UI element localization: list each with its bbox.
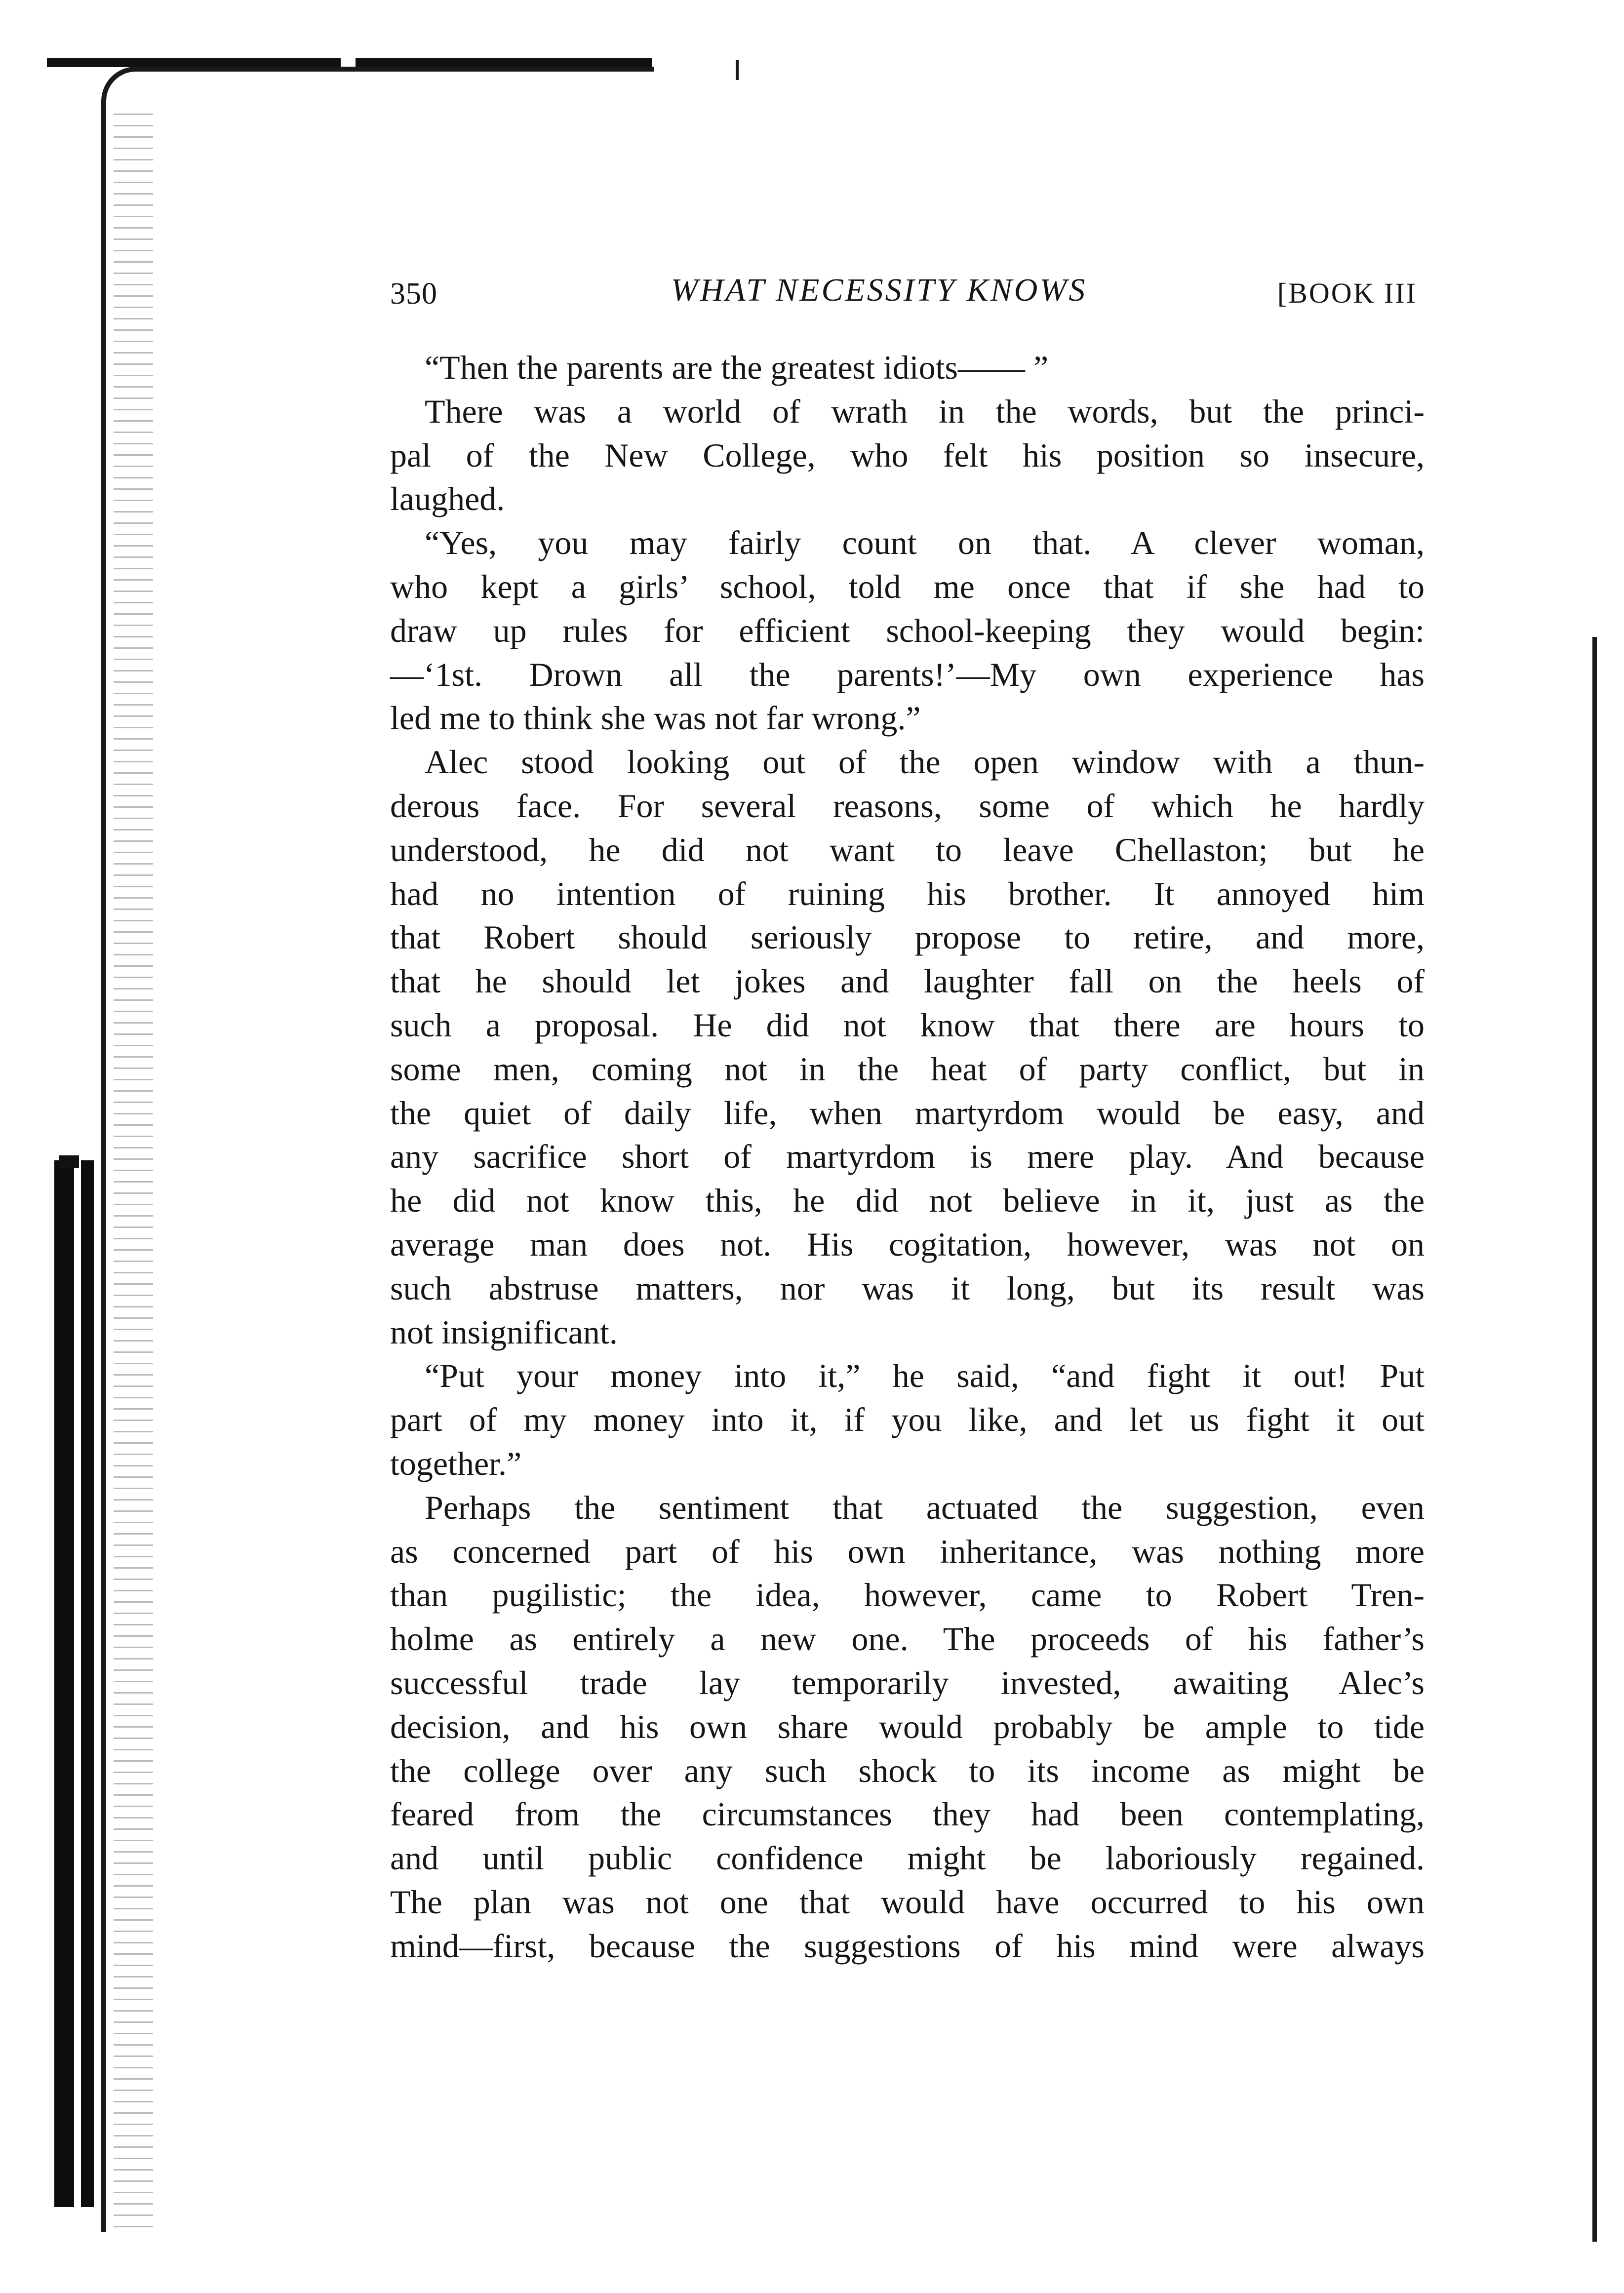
text-line: any sacrifice short of martyrdom is mere play. And because (390, 1138, 1425, 1176)
text-line: the quiet of daily life, when martyrdom would be easy, and (390, 1094, 1425, 1132)
scan-edge-right (1592, 637, 1597, 2242)
scan-edge-gap (341, 58, 356, 67)
text-line: feared from the circumstances they had been contemplating, (390, 1795, 1425, 1833)
text-line: such a proposal. He did not know that there are hours to (390, 1006, 1425, 1044)
text-line: Perhaps the sentiment that actuated the suggestion, even (425, 1488, 1425, 1526)
running-title: WHAT NECESSITY KNOWS (671, 272, 1087, 308)
text-line: Alec stood looking out of the open window with a thun- (425, 743, 1425, 781)
text-line: than pugilistic; the idea, however, came to Robert Tren- (390, 1576, 1425, 1614)
text-line: he did not know this, he did not believe in it, just as the (390, 1182, 1425, 1220)
text-line: had no intention of ruining his brother. It annoyed him (390, 874, 1425, 912)
text-line: as concerned part of his own inheritance, was nothing more (390, 1532, 1425, 1570)
scan-edge-corner (101, 67, 654, 126)
text-line: —‘1st. Drown all the parents!’—My own experience has (390, 655, 1425, 693)
text-line: decision, and his own share would probably be ample to tide (390, 1707, 1425, 1745)
text-line: successful trade lay temporarily invested, awaiting Alec’s (390, 1663, 1425, 1701)
book-label: [BOOK III (1277, 277, 1417, 309)
text-line: The plan was not one that would have occurred to his own (390, 1883, 1425, 1921)
text-line: “Yes, you may fairly count on that. A clever woman, (425, 524, 1425, 562)
text-line: mind—first, because the suggestions of his mind were always (390, 1927, 1425, 1965)
text-line: “Put your money into it,” he said, “and fight it out! Put (425, 1357, 1425, 1395)
page-number: 350 (390, 277, 437, 311)
text-line: not insignificant. (390, 1313, 618, 1351)
text-line: “Then the parents are the greatest idiots—— ” (425, 349, 1049, 386)
scan-edge-left (101, 114, 106, 2232)
text-line: pal of the New College, who felt his position so insecure, (390, 436, 1425, 474)
text-line: holme as entirely a new one. The proceeds of his father’s (390, 1620, 1425, 1658)
text-line: There was a world of wrath in the words, but the princi- (425, 392, 1425, 430)
scan-speckle-left (114, 114, 153, 2232)
text-line: that Robert should seriously propose to retire, and more, (390, 918, 1425, 956)
text-line: part of my money into it, if you like, and let us fight it out (390, 1401, 1425, 1439)
scan-binding-gap (74, 1160, 81, 2207)
text-line: together.” (390, 1444, 522, 1482)
scan-binding-mark (59, 1155, 79, 1168)
text-line: that he should let jokes and laughter fall on the heels of (390, 962, 1425, 1000)
text-line: the college over any such shock to its income as might be (390, 1751, 1425, 1789)
text-line: laughed. (390, 480, 505, 518)
text-line: draw up rules for efficient school-keeping they would begin: (390, 611, 1425, 649)
text-line: and until public confidence might be laboriously regained. (390, 1839, 1425, 1877)
page-header (390, 262, 1427, 316)
scan-mark (736, 60, 739, 80)
text-line: who kept a girls’ school, told me once that if she had to (390, 567, 1425, 605)
text-line: understood, he did not want to leave Chellaston; but he (390, 830, 1425, 869)
text-line: derous face. For several reasons, some of which he hardly (390, 787, 1425, 825)
text-line: led me to think she was not far wrong.” (390, 699, 921, 737)
text-line: such abstruse matters, nor was it long, but its result was (390, 1269, 1425, 1307)
text-line: some men, coming not in the heat of party conflict, but in (390, 1050, 1425, 1088)
body-text (390, 346, 1425, 1968)
text-line: average man does not. His cogitation, however, was not on (390, 1225, 1425, 1263)
